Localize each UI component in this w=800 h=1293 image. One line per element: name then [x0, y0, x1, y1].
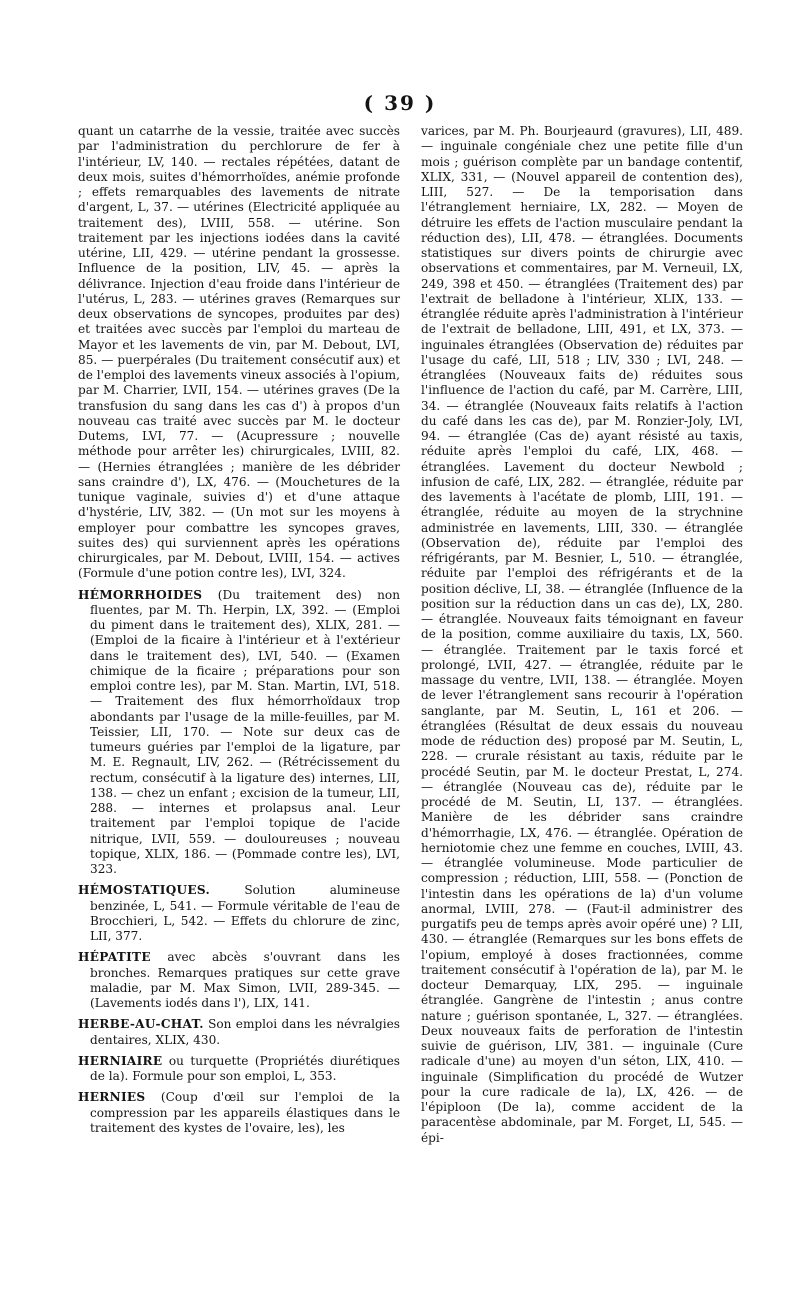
- hernies-continuation: varices, par M. Ph. Bourjeaurd (gravures), LII, 489. — inguinale congéniale chez une petite fille d'un mois ; guérison complète par un bandage contentif, XLIX, 331, — (Nouvel appareil de contention des), LIII, 527. — De la temporisation dans l'étranglement herniaire, LX, 282. — Moyen de détruire les effets de l'action musculaire pendant la réduction des), LII, 478. — étranglées. Documents statistiques sur divers points de chirurgie avec observations et commentaires, par M. Verneuil, LX, 249, 398 et 450. — étranglées (Traitement des) par l'extrait de belladone à l'intérieur, XLIX, 133. — étranglée réduite après l'administration à l'intérieur de l'extrait de belladone, LIII, 491, et LX, 373. — inguinales étranglées (Observation de) réduites par l'usage du café, LII, 518 ; LIV, 330 ; LVI, 248. — étranglées (Nouveaux faits de) réduites sous l'influence de l'action du café, par M. Carrère, LIII, 34. — étranglée (Nouveaux faits relatifs à l'action du café dans les cas de), par M. Ronzier-Joly, LVI, 94. — étranglée (Cas de) ayant résisté au taxis, réduite après l'emploi du café, LIX, 468. — étranglées. Lavement du docteur Newbold ; infusion de café, LIX, 282. — étranglée, réduite par des lavements à l'acétate de plomb, LIII, 191. — étranglée, réduite au moyen de la strychnine administrée en lavements, LIII, 330. — étranglée (Observation de), réduite par l'emploi des réfrigérants, par M. Besnier, L, 510. — étranglée, réduite par l'emploi des réfrigérants et de la position déclive, LI, 38. — étranglée (Influence de la position sur la réduction dans un cas de), LX, 280. — étranglée. Nouveaux faits témoignant en faveur de la position, comme auxiliaire du taxis, LX, 560. — étranglée. Traitement par le taxis forcé et prolongé, LVII, 427. — étranglée, réduite par le massage du ventre, LVII, 138. — étranglée. Moyen de lever l'étranglement sans recourir à l'opération sanglante, par M. Seutin, L, 161 et 206. — étranglées (Résultat de deux essais du nouveau mode de réduction des) proposé par M. Seutin, L, 228. — crurale résistant au taxis, réduite par le procédé Seutin, par M. le docteur Prestat, L, 274. — étranglée (Nouveau cas de), réduite par le procédé de M. Seutin, LI, 137. — étranglées. Manière de les débrider sans craindre d'hémorrhagie, LX, 476. — étranglée. Opération de herniotomie chez une femme en couches, LVIII, 43. — étranglée volumineuse. Mode particulier de compression ; réduction, LIII, 558. — (Ponction de l'intestin dans les opérations de la) d'un volume anormal, LVIII, 278. — (Faut-il administrer des purgatifs peu de temps après avoir opéré une) ? LII, 430. — étranglée (Remarques sur les bons effets de l'opium, employé à doses fractionnées, comme traitement consécutif à l'opération de la), par M. le docteur Demarquay, LIX, 295. — inguinale étranglée. Gangrène de l'intestin ; anus contre nature ; guérison spontanée, L, 327. — étranglées. Deux nouveaux faits de perforation de l'intestin suivie de guérison, LIV, 381. — inguinale (Cure radicale d'une) au moyen d'un séton, LIX, 410. — inguinale (Simplification du procédé de Wutzer pour la cure radicale de la), LX, 426. — de l'épiploon (De la), comme accident de la paracentèse abdominale, par M. Forget, LI, 545. — épi-: [421, 124, 743, 1145]
- entry-hemorrhoides: [78, 588, 400, 878]
- entry-hemostatiques: [78, 883, 400, 944]
- entry-head-herbe-au-chat: HERBE-AU-CHAT.: [78, 1017, 204, 1032]
- entry-head-hepatite: HÉPATITE: [78, 950, 151, 965]
- entry-head-hemorrhoides: HÉMORRHOIDES: [78, 587, 203, 602]
- entry-text-hemostatiques: Solution alumineuse benzinée, L, 541. — Formule véritable de l'eau de Brocchieri, L, 542. — Effets du chlorure de zinc, LII, 377.: [90, 883, 400, 943]
- right-column: [421, 124, 743, 1152]
- hemorrhagie-continuation: quant un catarrhe de la vessie, traitée avec succès par l'administration du perchlorure de fer à l'intérieur, LV, 140. — rectales répétées, datant de deux mois, suites d'hémorrhoïdes, anémie profonde ; effets remarquables des lavements de nitrate d'argent, L, 37. — utérines (Electricité appliquée au traitement des), LVIII, 558. — utérine. Son traitement par les injections iodées dans la cavité utérine, LII, 429. — utérine pendant la grossesse. Influence de la position, LIV, 45. — après la délivrance. Injection d'eau froide dans l'intérieur de l'utérus, L, 283. — utérines graves (Remarques sur deux observations de syncopes, produites par des) et traitées avec succès par l'emploi du marteau de Mayor et les lavements de vin, par M. Debout, LVI, 85. — puerpérales (Du traitement consécutif aux) et de l'emploi des lavements vineux associés à l'opium, par M. Charrier, LVII, 154. — utérines graves (De la transfusion du sang dans les cas d') à propos d'un nouveau cas traité avec succès par M. le docteur Dutems, LVI, 77. — (Acupressure ; nouvelle méthode pour arrêter les) chirurgicales, LVIII, 82. — (Hernies étranglées ; manière de les débrider sans craindre d'), LX, 476. — (Mouchetures de la tunique vaginale, suivies d') et d'une attaque d'hystérie, LIV, 382. — (Un mot sur les moyens à employer pour combattre les syncopes graves, suites des) qui surviennent après les opérations chirurgicales, par M. Debout, LVIII, 154. — actives (Formule d'une potion contre les), LVI, 324.: [78, 124, 400, 581]
- entry-head-herniaire: HERNIAIRE: [78, 1053, 163, 1068]
- left-column: [78, 124, 400, 1142]
- entry-hernies: [78, 1090, 400, 1136]
- page-number: ( 39 ): [363, 91, 437, 115]
- entry-text-hemorrhoides: (Du traitement des) non fluentes, par M. Th. Herpin, LX, 392. — (Emploi du piment dans le traitement des), XLIX, 281. — (Emploi de la ficaire à l'intérieur et à l'extérieur dans le traitement des), LVI, 540. — (Examen chimique de la ficaire ; préparations pour son emploi contre les), par M. Stan. Martin, LVI, 518. — Traitement des flux hémorrhoïdaux trop abondants par l'usage de la mille-feuilles, par M. Teissier, LII, 170. — Note sur deux cas de tumeurs guéries par l'emploi de la ligature, par M. E. Regnault, LIV, 262. — (Rétrécissement du rectum, consécutif à la ligature des) internes, LII, 138. — chez un enfant ; excision de la tumeur, LII, 288. — internes et prolapsus anal. Leur traitement par l'emploi topique de l'acide nitrique, LVII, 559. — douloureuses ; nouveau topique, XLIX, 186. — (Pommade contre les), LVI, 323.: [90, 587, 400, 876]
- entry-head-hemostatiques: HÉMOSTATIQUES.: [78, 883, 211, 898]
- entry-hepatite: [78, 950, 400, 1011]
- entry-text-hepatite: avec abcès s'ouvrant dans les bronches. Remarques pratiques sur cette grave maladie, par M. Max Simon, LVII, 289-345. — (Lavements iodés dans l'), LIX, 141.: [90, 950, 400, 1010]
- entry-herbe-au-chat: [78, 1017, 400, 1048]
- entry-text-herbe-au-chat: Son emploi dans les névralgies dentaires, XLIX, 430.: [90, 1017, 400, 1047]
- entry-herniaire: [78, 1054, 400, 1085]
- entry-text-herniaire: ou turquette (Propriétés diurétiques de la). Formule pour son emploi, L, 353.: [90, 1053, 400, 1083]
- entry-text-hernies: (Coup d'œil sur l'emploi de la compression par les appareils élastiques dans le traitement des kystes de l'ovaire, les), les: [90, 1090, 400, 1135]
- entry-head-hernies: HERNIES: [78, 1090, 146, 1105]
